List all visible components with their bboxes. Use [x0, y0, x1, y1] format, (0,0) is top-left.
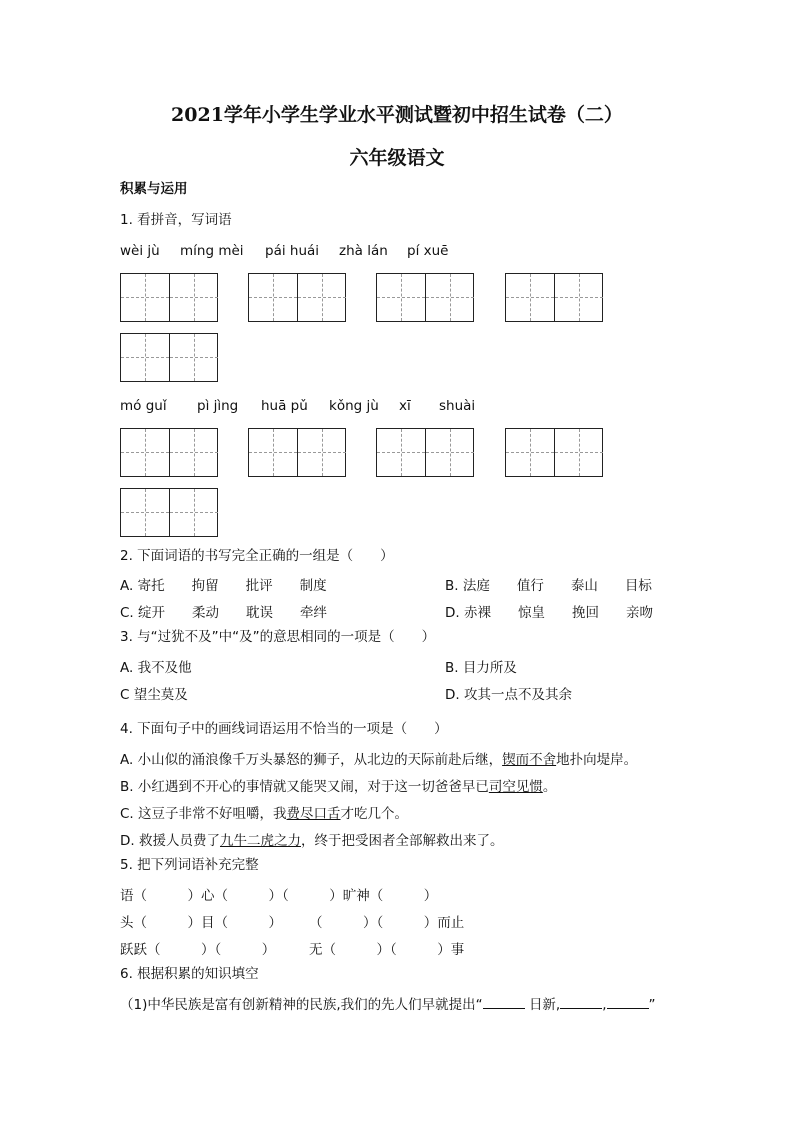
q2-option-d[interactable]: D. 赤裸 惊皇 挽回 亲吻: [445, 605, 653, 621]
pinyin: pái huái: [265, 243, 320, 259]
q4-b-text-end: 。: [542, 779, 557, 795]
writing-grid[interactable]: [120, 488, 218, 537]
pinyin: kǒng jù: [329, 398, 379, 414]
writing-grid[interactable]: [376, 428, 474, 477]
exam-subtitle: 六年级语文: [349, 147, 445, 169]
q4-b-text: B. 小红遇到不开心的事情就又能哭又闹，对于这一切爸爸早已: [120, 779, 489, 795]
pinyin: mó guǐ: [120, 398, 167, 414]
q4-d-text-end: ，终于把受困者全部解救出来了。: [300, 833, 504, 849]
q3-option-d[interactable]: D. 攻其一点不及其余: [445, 687, 572, 703]
q2-option-b[interactable]: B. 法庭 值行 泰山 目标: [445, 578, 652, 594]
q4-b-underlined: 司空见惯: [488, 779, 543, 795]
q4-option-d[interactable]: [120, 829, 503, 849]
writing-grid[interactable]: [505, 273, 603, 322]
pinyin-row-2: [0, 397, 794, 415]
q2-prompt: 2. 下面词语的书写完全正确的一组是（ ）: [120, 548, 394, 564]
q1-prompt: 1. 看拼音，写词语: [120, 212, 232, 228]
q4-a-text-end: 地扑向堤岸。: [556, 752, 638, 768]
writing-grid[interactable]: [120, 273, 218, 322]
q3-option-c[interactable]: C 望尘莫及: [120, 687, 188, 703]
q2-option-c[interactable]: C. 绽开 柔动 耽误 牵绊: [120, 605, 328, 621]
q4-option-b[interactable]: [120, 775, 556, 795]
q3-prompt: 3. 与“过犹不及”中“及”的意思相同的一项是（ ）: [120, 629, 436, 645]
q4-c-text-end: 才吃几个。: [340, 806, 409, 822]
pinyin: pì jìng: [197, 398, 239, 414]
pinyin: wèi jù: [120, 243, 160, 259]
q5-prompt: 5. 把下列词语补充完整: [120, 857, 259, 873]
q4-option-c[interactable]: [120, 802, 408, 822]
q4-option-a[interactable]: [120, 748, 637, 768]
q4-d-underlined: 九牛二虎之力: [219, 833, 301, 849]
q3-option-b[interactable]: B. 目力所及: [445, 660, 517, 676]
writing-grid[interactable]: [120, 428, 218, 477]
q4-c-underlined: 费尽口舌: [286, 806, 341, 822]
q4-prompt: 4. 下面句子中的画线词语运用不恰当的一项是（ ）: [120, 721, 448, 737]
pinyin: míng mèi: [180, 243, 244, 259]
q2-option-a[interactable]: A. 寄托 拘留 批评 制度: [120, 578, 327, 594]
answer-blank[interactable]: [607, 994, 649, 1009]
q4-a-underlined: 锲而不舍: [502, 752, 557, 768]
pinyin: xī: [399, 398, 411, 414]
answer-blank[interactable]: [560, 994, 602, 1009]
q6-item1-text: （1)中华民族是富有创新精神的民族,我们的先人们早就提出“: [120, 997, 483, 1013]
pinyin: shuài: [439, 398, 476, 414]
q5-row-3[interactable]: 跃跃（ ）（ ） 无（ ）（ ）事: [120, 942, 465, 958]
pinyin: pí xuē: [407, 243, 449, 259]
pinyin: zhà lán: [339, 243, 388, 259]
section-heading: 积累与运用: [120, 181, 188, 197]
q6-item1-comma: ,: [602, 997, 607, 1013]
answer-blank[interactable]: [483, 994, 525, 1009]
q3-option-a[interactable]: A. 我不及他: [120, 660, 192, 676]
writing-grid[interactable]: [248, 273, 346, 322]
writing-grid[interactable]: [376, 273, 474, 322]
q6-item1-end: ”: [648, 997, 656, 1013]
q4-d-text: D. 救援人员费了: [120, 833, 220, 849]
exam-title: 2021学年小学生学业水平测试暨初中招生试卷（二）: [171, 104, 623, 126]
writing-grid[interactable]: [120, 333, 218, 382]
q6-prompt: 6. 根据积累的知识填空: [120, 966, 259, 982]
writing-grid[interactable]: [505, 428, 603, 477]
q6-item-1: [120, 993, 656, 1013]
q5-row-2[interactable]: 头（ ）目（ ） （ ）（ ）而止: [120, 915, 465, 931]
q4-a-text: A. 小山似的涌浪像千万头暴怒的狮子，从北边的天际前赴后继，: [120, 752, 503, 768]
pinyin: huā pǔ: [261, 398, 308, 414]
writing-grid[interactable]: [248, 428, 346, 477]
q4-c-text: C. 这豆子非常不好咀嚼，我: [120, 806, 287, 822]
q6-item1-mid: 日新,: [528, 997, 561, 1013]
q5-row-1[interactable]: 语（ ）心（ ）（ ）旷神（ ）: [120, 888, 438, 904]
pinyin-row-1: [0, 242, 794, 260]
